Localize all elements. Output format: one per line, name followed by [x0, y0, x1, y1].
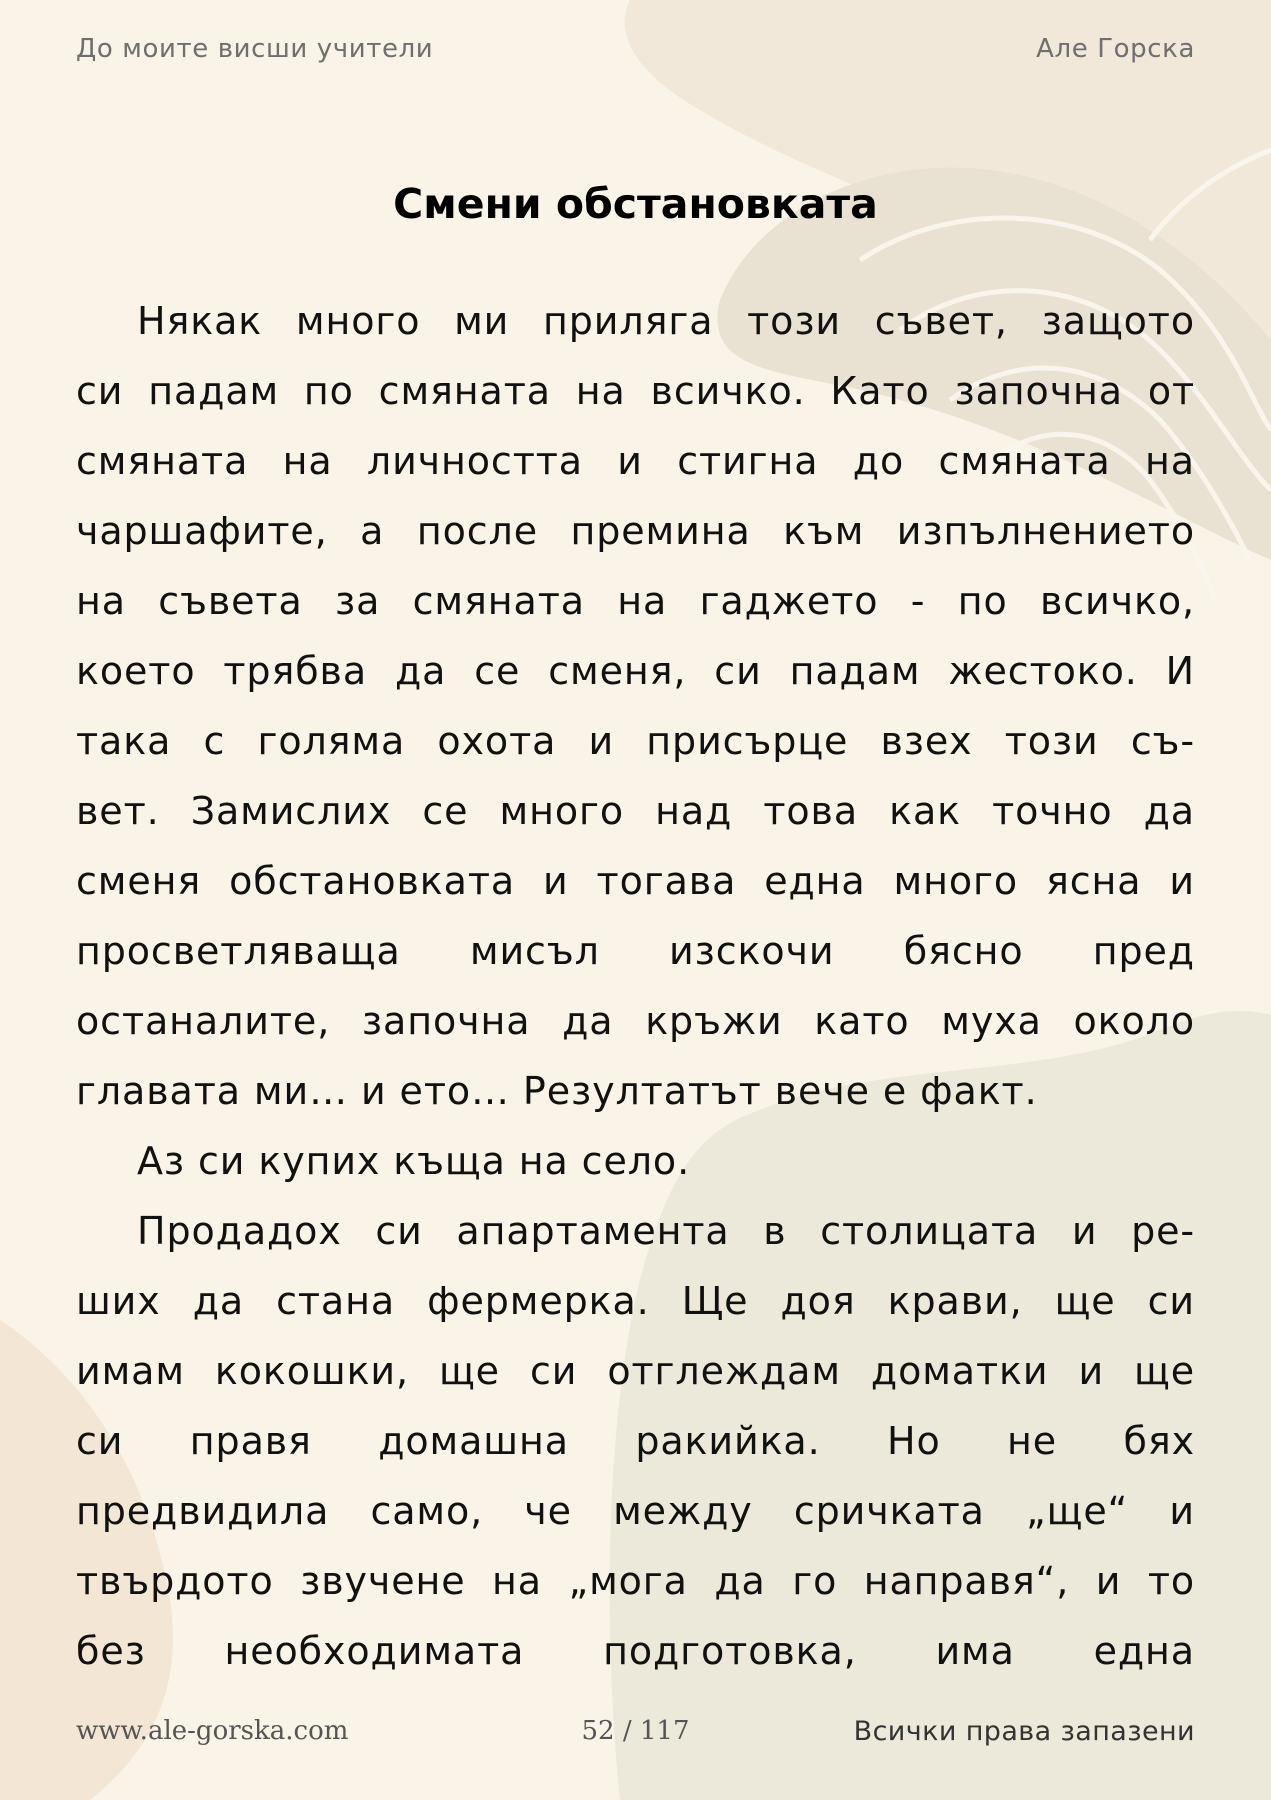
body-line: ших да стана фермерка. Ще доя крави, ще си — [76, 1279, 1195, 1323]
body-line: сменя обстановката и тогава една много ясна и — [76, 859, 1195, 903]
body-line: чаршафите, а после премина към изпълнението — [76, 509, 1195, 553]
body-line: без необходимата подготовка, има една — [76, 1629, 1195, 1673]
body-line: си падам по смяната на всичко. Като започна от — [76, 369, 1195, 413]
chapter-body — [76, 286, 1195, 1686]
footer-page-indicator: 52 / 117 — [581, 1716, 690, 1746]
body-line: просветляваща мисъл изскочи бясно пред — [76, 929, 1195, 973]
footer-website-link[interactable]: www.ale-gorska.com — [76, 1716, 349, 1746]
body-line: Аз си купих къща на село. — [137, 1139, 691, 1183]
body-line: на съвета за смяната на гаджето - по всичко, — [76, 579, 1195, 623]
running-header-book-title: До моите висши учители — [76, 34, 434, 64]
body-line: твърдото звучене на „мога да го направя“, и то — [76, 1559, 1195, 1603]
body-line: Някак много ми приляга този съвет, защото — [137, 299, 1195, 343]
body-line: Продадох си апартамента в столицата и ре- — [137, 1209, 1195, 1253]
body-line: така с голяма охота и присърце взех този съ- — [76, 719, 1195, 763]
body-line: което трябва да се сменя, си падам жестоко. И — [76, 649, 1195, 693]
body-line: главата ми… и ето… Резултатът вече е факт. — [76, 1069, 1038, 1113]
body-line: предвидила само, че между сричката „ще“ и — [76, 1489, 1195, 1533]
body-line: вет. Замислих се много над това как точно да — [76, 789, 1195, 833]
body-line: останалите, започна да кръжи като муха около — [76, 999, 1195, 1043]
body-line: си правя домашна ракийка. Но не бях — [76, 1419, 1195, 1463]
running-header-author: Але Горска — [1036, 34, 1195, 64]
body-line: имам кокошки, ще си отглеждам доматки и ще — [76, 1349, 1195, 1393]
body-line: смяната на личността и стигна до смяната на — [76, 439, 1195, 483]
chapter-title: Смени обстановката — [393, 180, 878, 228]
footer-copyright: Всички права запазени — [853, 1716, 1195, 1747]
